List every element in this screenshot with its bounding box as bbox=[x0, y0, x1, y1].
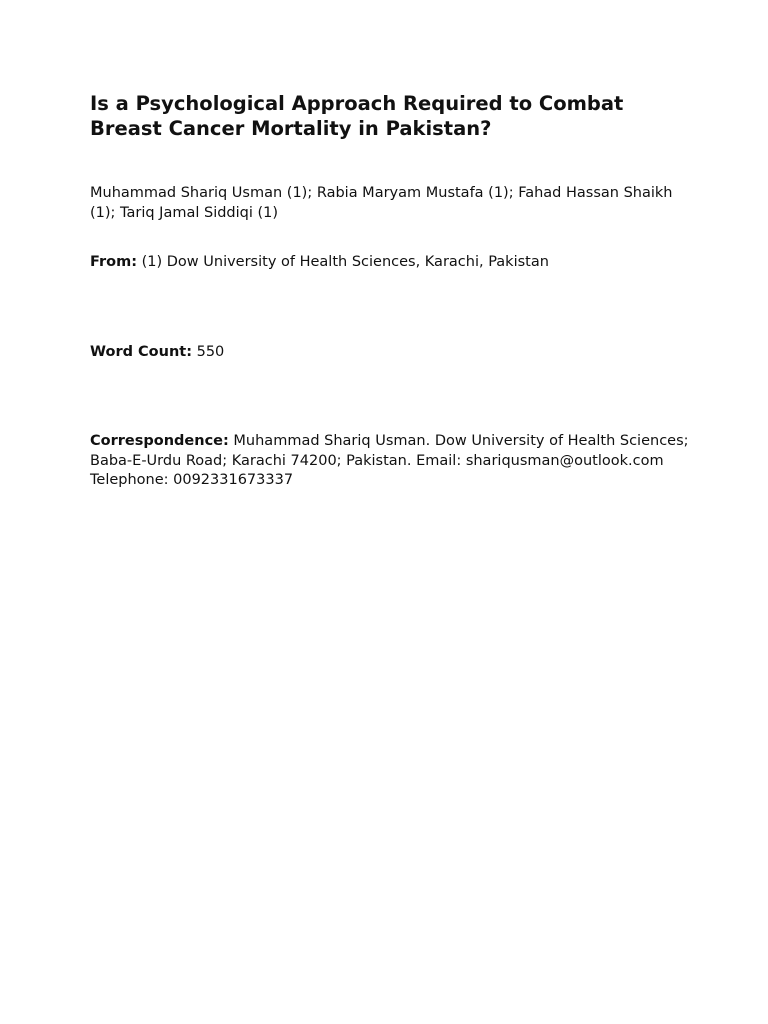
author-list: Muhammad Shariq Usman (1); Rabia Maryam Mustafa (1); Fahad Hassan Shaikh (1); Tariq Jamal Siddiqi (1) bbox=[90, 185, 673, 221]
word-count-value: 550 bbox=[196, 344, 225, 360]
affiliation-line bbox=[90, 253, 690, 273]
from-label: From: bbox=[90, 254, 137, 270]
correspondence-label: Correspondence: bbox=[90, 433, 229, 449]
affiliation-value: (1) Dow University of Health Sciences, Karachi, Pakistan bbox=[141, 254, 549, 270]
paper-title: Is a Psychological Approach Required to Combat Breast Cancer Mortality in Pakistan? bbox=[90, 92, 624, 140]
word-count-line bbox=[90, 343, 690, 363]
word-count-label: Word Count: bbox=[90, 344, 192, 360]
correspondence-line bbox=[90, 432, 690, 491]
correspondence-value: Muhammad Shariq Usman. Dow University of Health Sciences; Baba-E-Urdu Road; Karachi 74200; Pakistan. Email: shariqusman@outlook.com Telephone: 0092331673337 bbox=[90, 433, 689, 488]
